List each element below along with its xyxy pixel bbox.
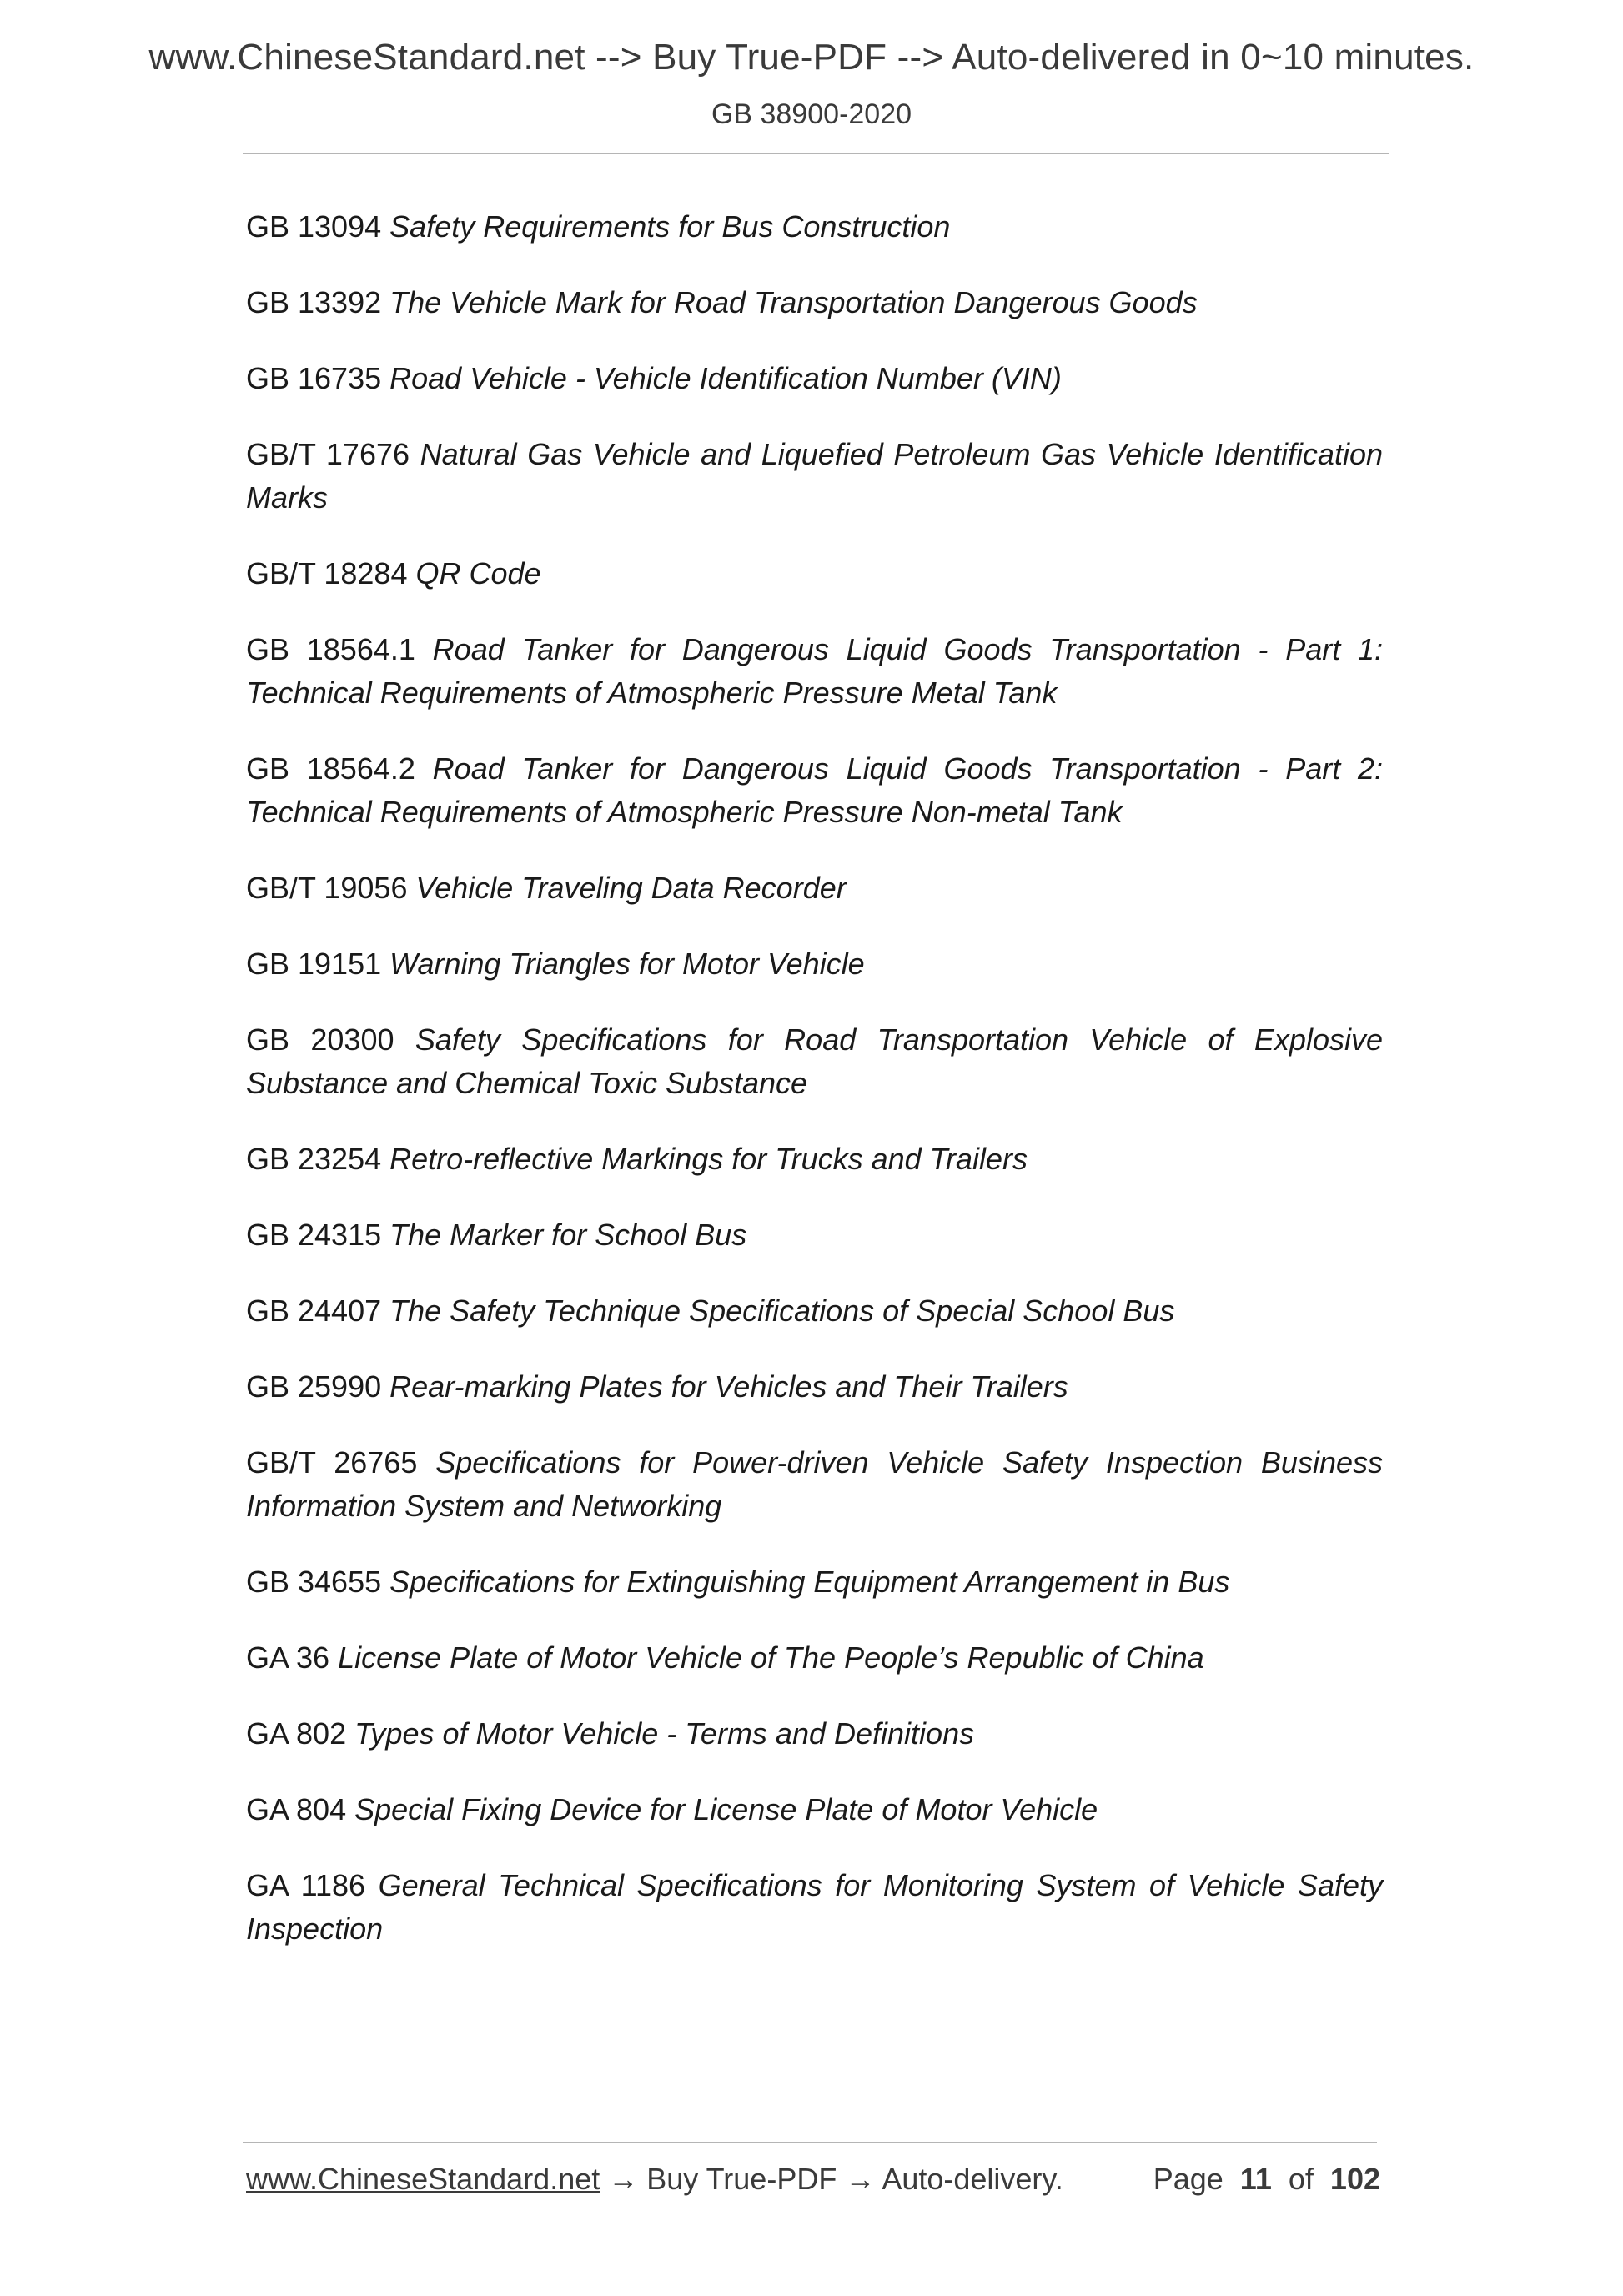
reference-title: Natural Gas Vehicle and Liquefied Petroleum Gas Vehicle Identification Marks (246, 437, 1384, 515)
page-of-label: of (1288, 2162, 1314, 2196)
reference-code: GB 34655 (246, 1565, 382, 1599)
reference-item (246, 867, 1383, 910)
reference-code: GB 19151 (246, 947, 382, 981)
reference-item (246, 1864, 1383, 1951)
page-label: Page (1153, 2162, 1224, 2196)
header-divider (243, 153, 1389, 154)
reference-title: Safety Requirements for Bus Construction (389, 209, 951, 244)
total-pages: 102 (1329, 2162, 1380, 2196)
reference-title: The Marker for School Bus (389, 1218, 747, 1252)
normative-references-list (246, 205, 1383, 1983)
reference-item (246, 747, 1383, 834)
reference-code: GB/T 17676 (246, 437, 410, 471)
reference-item (246, 1788, 1383, 1831)
site-link[interactable]: www.ChineseStandard.net (246, 2162, 600, 2196)
reference-item (246, 1560, 1383, 1604)
reference-item (246, 552, 1383, 595)
reference-title: Types of Motor Vehicle - Terms and Definitions (354, 1716, 975, 1751)
page-number (1153, 2162, 1380, 2197)
reference-item (246, 433, 1383, 520)
reference-item (246, 357, 1383, 400)
current-page: 11 (1239, 2162, 1272, 2196)
document-code: GB 38900-2020 (711, 98, 912, 130)
reference-item (246, 205, 1383, 249)
reference-code: GA 804 (246, 1792, 347, 1826)
reference-title: Road Tanker for Dangerous Liquid Goods Transportation - Part 2: Technical Requirements of Atmospheric Pressure Non-metal Tank (246, 751, 1383, 829)
reference-code: GB 13392 (246, 285, 382, 319)
reference-title: Safety Specifications for Road Transportation Vehicle of Explosive Substance and Chemical Toxic Substance (246, 1022, 1383, 1100)
reference-code: GB 20300 (246, 1022, 394, 1057)
reference-item (246, 942, 1383, 986)
footer-divider (243, 2142, 1377, 2143)
reference-item (246, 1213, 1383, 1257)
reference-title: The Vehicle Mark for Road Transportation Dangerous Goods (389, 285, 1198, 319)
reference-code: GB 23254 (246, 1142, 382, 1176)
reference-title: QR Code (415, 556, 541, 590)
reference-title: Warning Triangles for Motor Vehicle (389, 947, 865, 981)
reference-item (246, 1018, 1383, 1105)
reference-code: GB/T 26765 (246, 1445, 418, 1480)
reference-item (246, 1365, 1383, 1409)
reference-item (246, 281, 1383, 324)
reference-title: The Safety Technique Specifications of Special School Bus (389, 1294, 1175, 1328)
reference-code: GA 802 (246, 1716, 347, 1751)
reference-item (246, 628, 1383, 715)
reference-title: General Technical Specifications for Monitoring System of Vehicle Safety Inspection (246, 1868, 1383, 1946)
reference-code: GB 24315 (246, 1218, 382, 1252)
reference-item (246, 1138, 1383, 1181)
reference-title: Vehicle Traveling Data Recorder (415, 871, 847, 905)
site-banner: www.ChineseStandard.net --> Buy True-PDF --> Auto-delivered in 0~10 minutes. (148, 37, 1475, 78)
reference-code: GB 24407 (246, 1294, 382, 1328)
reference-title: License Plate of Motor Vehicle of The People’s Republic of China (338, 1640, 1204, 1675)
reference-title: Rear-marking Plates for Vehicles and Their Trailers (389, 1369, 1068, 1404)
reference-title: Specifications for Power-driven Vehicle Safety Inspection Business Information System and Networking (246, 1445, 1383, 1523)
reference-code: GA 36 (246, 1640, 330, 1675)
reference-code: GB 16735 (246, 361, 382, 395)
reference-title: Retro-reflective Markings for Trucks and Trailers (389, 1142, 1028, 1176)
reference-code: GB 18564.2 (246, 751, 415, 786)
reference-title: Specifications for Extinguishing Equipment Arrangement in Bus (389, 1565, 1230, 1599)
reference-title: Road Tanker for Dangerous Liquid Goods Transportation - Part 1: Technical Requirements of Atmospheric Pressure Metal Tank (246, 632, 1383, 710)
reference-title: Road Vehicle - Vehicle Identification Number (VIN) (389, 361, 1062, 395)
reference-code: GB 13094 (246, 209, 382, 244)
reference-code: GB/T 19056 (246, 871, 408, 905)
reference-code: GB 25990 (246, 1369, 382, 1404)
footer-tagline: → Buy True-PDF → Auto-delivery. (600, 2162, 1063, 2196)
reference-item (246, 1636, 1383, 1680)
reference-title: Special Fixing Device for License Plate of Motor Vehicle (354, 1792, 1098, 1826)
reference-code: GB/T 18284 (246, 556, 408, 590)
reference-item (246, 1712, 1383, 1756)
footer-promo (246, 2162, 1063, 2197)
reference-item (246, 1441, 1383, 1528)
reference-item (246, 1289, 1383, 1333)
reference-code: GB 18564.1 (246, 632, 415, 666)
page-footer (246, 2162, 1380, 2203)
reference-code: GA 1186 (246, 1868, 366, 1902)
